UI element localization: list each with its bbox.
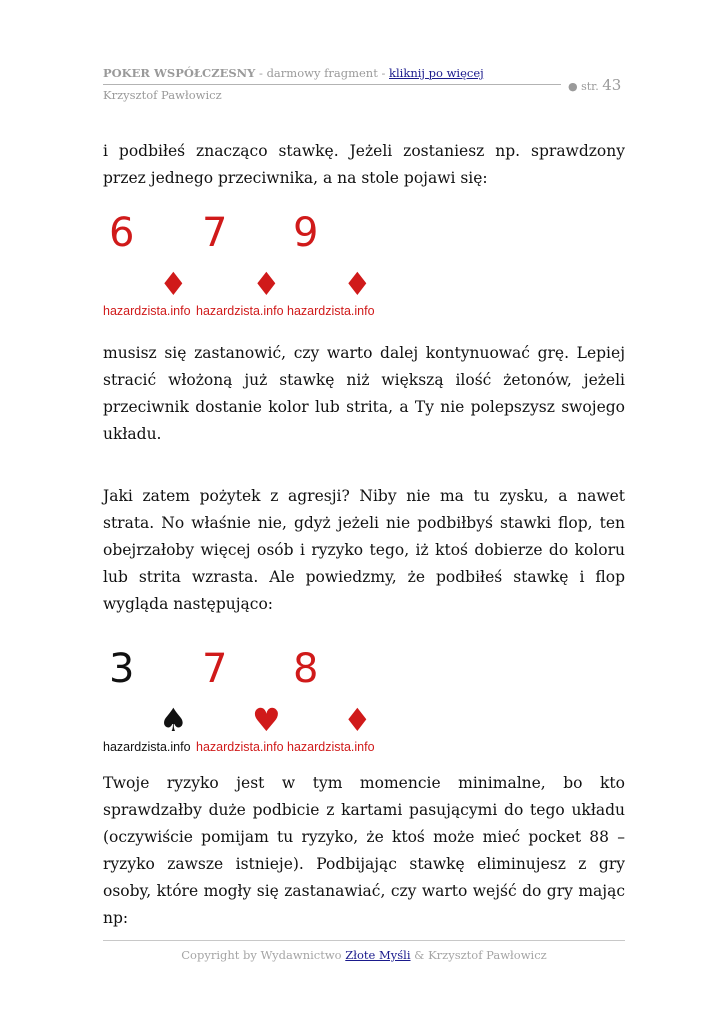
card-rank: 8 [293,646,319,692]
card-three-spades [103,644,191,754]
card-six-diamonds [103,208,191,318]
card-source: hazardzista.info [103,740,191,754]
copyright-suffix: & Krzysztof Pawłowicz [410,948,547,962]
page-number: 43 [602,76,622,94]
header-title-line [103,66,484,80]
card-nine-diamonds [287,208,375,318]
heart-icon: ♥ [252,701,281,739]
card-rank: 3 [109,646,135,692]
header-divider [103,84,561,85]
paragraph-2: musisz się zastanowić, czy warto dalej kontynuować grę. Lepiej stracić włożoną już stawkę niż większą ilość żetonów, jeżeli przeciwnik dostanie kolor lub strita, a Ty nie polepszysz swojego układu. [103,344,625,443]
publisher-link[interactable]: Złote Myśli [345,948,411,962]
page-number-label [568,76,621,94]
diamond-icon: ♦ [252,265,281,303]
page-header [103,66,625,106]
flop-cards-1 [103,208,393,318]
card-seven-hearts [196,644,284,754]
card-source: hazardzista.info [196,740,284,754]
card-rank: 9 [293,210,319,256]
title-separator: - darmowy fragment - [255,66,390,80]
card-rank: 7 [202,646,228,692]
card-source: hazardzista.info [287,740,375,754]
book-title: POKER WSPÓŁCZESNY [103,66,256,80]
spade-icon: ♠ [159,701,188,739]
diamond-icon: ♦ [343,265,372,303]
card-rank: 7 [202,210,228,256]
footer-divider [103,940,625,941]
card-rank: 6 [109,210,135,256]
diamond-icon: ♦ [343,701,372,739]
copyright-prefix: Copyright by Wydawnictwo [181,948,346,962]
paragraph-4: Twoje ryzyko jest w tym momencie minimalne, bo kto sprawdzałby duże podbicie z kartami pasującymi do tego układu (oczywiście pomijam tu ryzyko, że ktoś może mieć pocket 88 – ryzyko zawsze istnieje). Podbijając stawkę eliminujesz z gry osoby, które mogły się zastanawiać, czy warto wejść do gry mając np: [103,774,625,927]
flop-cards-2 [103,644,393,754]
header-author: Krzysztof Pawłowicz [103,88,222,102]
page-footer [103,948,625,962]
paragraph-1: i podbiłeś znacząco stawkę. Jeżeli zostaniesz np. sprawdzony przez jednego przeciwnika, a na stole pojawi się: [103,142,625,187]
card-source: hazardzista.info [103,304,191,318]
card-source: hazardzista.info [196,304,284,318]
more-link[interactable]: kliknij po więcej [389,66,484,80]
card-eight-diamonds [287,644,375,754]
card-source: hazardzista.info [287,304,375,318]
card-seven-diamonds [196,208,284,318]
paragraph-3: Jaki zatem pożytek z agresji? Niby nie ma tu zysku, a nawet strata. No właśnie nie, gdyż jeżeli nie podbiłbyś stawki flop, ten obejrzałoby więcej osób i ryzyko tego, iż ktoś dobierze do koloru lub strita wzrasta. Ale powiedzmy, że podbiłeś stawkę i flop wygląda następująco: [103,487,625,613]
page-label: ● str. [568,80,599,93]
diamond-icon: ♦ [159,265,188,303]
